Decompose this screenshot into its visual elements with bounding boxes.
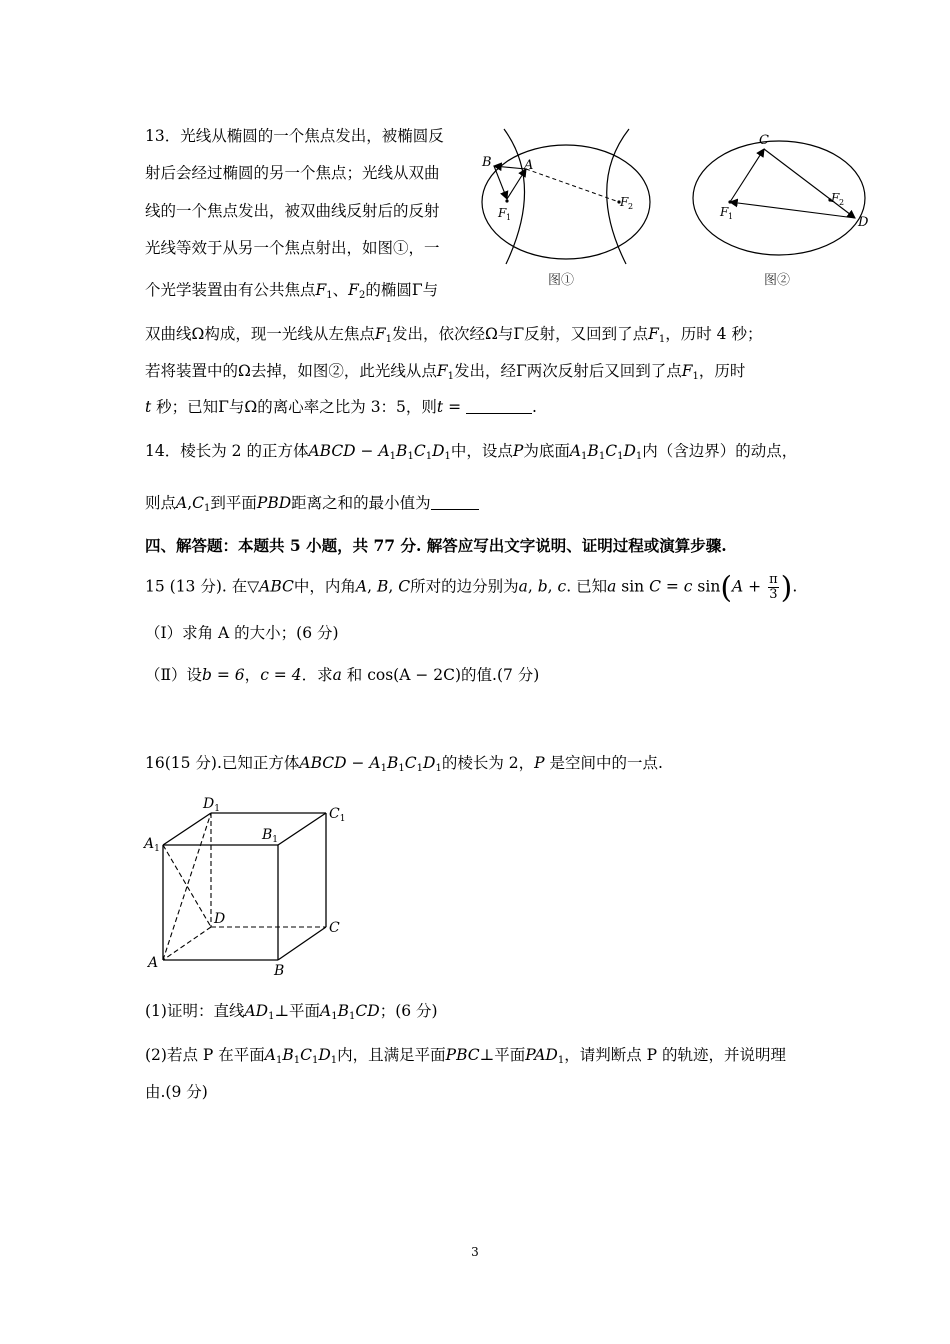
cube-label-B: B: [274, 963, 285, 979]
q14-line-1: 14．棱长为 2 的正方体ABCD − $A_1B_1C_1D_1$中，设点P为底面$A_1B_1C_1D_1$内（含边界）的动点，: [145, 442, 798, 462]
figure-2-ellipse: [688, 124, 878, 294]
hyperbola-left-branch: [504, 129, 525, 264]
q15-part-2: （Ⅱ）设b = 6，c = 4．求a 和 cos(A − 2C)的值.(7 分): [145, 666, 540, 684]
q13-line-7: 若将装置中的Ω去掉，如图②，此光线从点$F_1$发出，经Γ两次反射后又回到了点$F_1$，历时: [145, 362, 746, 382]
fig2-label-F1: F: [720, 205, 729, 219]
fig2-label-F2: F: [831, 191, 840, 205]
q13-line-8: t 秒；已知Γ与Ω的离心率之比为 3：5，则t = .: [145, 398, 537, 416]
cube-label-C: C: [329, 920, 340, 936]
fig2-label-D: D: [858, 215, 869, 230]
fig1-label-A: A: [524, 158, 534, 173]
cube-label-A: A: [148, 955, 159, 971]
cube-label-A1: A: [144, 836, 155, 852]
cube-label-C1: C: [329, 806, 340, 822]
cube-label-B1: B: [262, 827, 273, 843]
answer-blank-14[interactable]: [431, 495, 479, 510]
fig1-caption: 图①: [548, 273, 575, 288]
fig1-label-B: B: [482, 155, 492, 170]
answer-blank-13[interactable]: [466, 399, 532, 414]
q13-line-2: 射后会经过椭圆的另一个焦点；光线从双曲: [145, 164, 440, 182]
q13-line-4: 光线等效于从另一个焦点射出，如图①，一: [145, 239, 440, 257]
svg-text:2: 2: [839, 198, 845, 207]
q15-stem: 15 (13 分). 在▽ABC中，内角A, B, C所对的边分别为a, b, c. 已知a sin C = c sin(A + $\frac{\pi}{3}$ ).: [145, 570, 798, 606]
fig2-label-C: C: [759, 133, 769, 148]
fig1-label-F2: F: [620, 195, 629, 209]
q16-stem: 16(15 分).已知正方体ABCD − $A_1B_1C_1D_1$的棱长为 2，P 是空间中的一点.: [145, 754, 663, 774]
cube-label-D1: D: [203, 796, 215, 812]
q16-part-2-cont: 由.(9 分): [145, 1083, 208, 1101]
svg-text:C1: $C_1$: [329, 806, 346, 824]
svg-text:2: 2: [628, 202, 634, 211]
q15-part-1: （Ⅰ）求角 A 的大小；(6 分): [145, 624, 339, 642]
fig1-label-F1: F: [498, 206, 507, 220]
q14-line-2: 则点$A,C_1$到平面PBD距离之和的最小值为: [145, 492, 479, 514]
svg-text:1: 1: [728, 212, 734, 221]
cube-figure: [140, 790, 360, 980]
section-4-heading: 四、解答题：本题共 5 小题，共 77 分. 解答应写出文字说明、证明过程或演算步骤.: [145, 536, 727, 555]
cube-label-D: D: [214, 911, 226, 927]
q13-line-3: 线的一个焦点发出，被双曲线反射后的反射: [145, 202, 440, 220]
svg-text:A1: $A_1$: [144, 836, 160, 854]
q13-line-6: 双曲线Ω构成，现一光线从左焦点$F_1$发出，依次经Ω与Γ反射，又回到了点$F_1$，历时 4 秒；: [145, 325, 763, 345]
page-number: 3: [471, 1245, 479, 1259]
q13-line-5: 个光学装置由有公共焦点$F_1$、$F_2$的椭圆Γ与: [145, 281, 439, 301]
q16-part-2: (2)若点 P 在平面$A_1B_1C_1D_1$内，且满足平面PBC⊥平面$PAD_1$，请判断点 P 的轨迹，并说明理: [145, 1046, 787, 1066]
figure-1-ellipse-hyperbola: [474, 124, 659, 294]
svg-text:B1: $B_1$: [262, 827, 279, 845]
q16-part-1: (1)证明：直线$AD_1\perp$平面$A_1B_1CD$；(6 分): [145, 1002, 438, 1022]
q13-line-1: 13．光线从椭圆的一个焦点发出，被椭圆反: [145, 127, 444, 145]
svg-text:1: 1: [506, 213, 512, 222]
svg-text:D1: $D_1$: [203, 796, 220, 814]
fig2-caption: 图②: [764, 273, 791, 288]
